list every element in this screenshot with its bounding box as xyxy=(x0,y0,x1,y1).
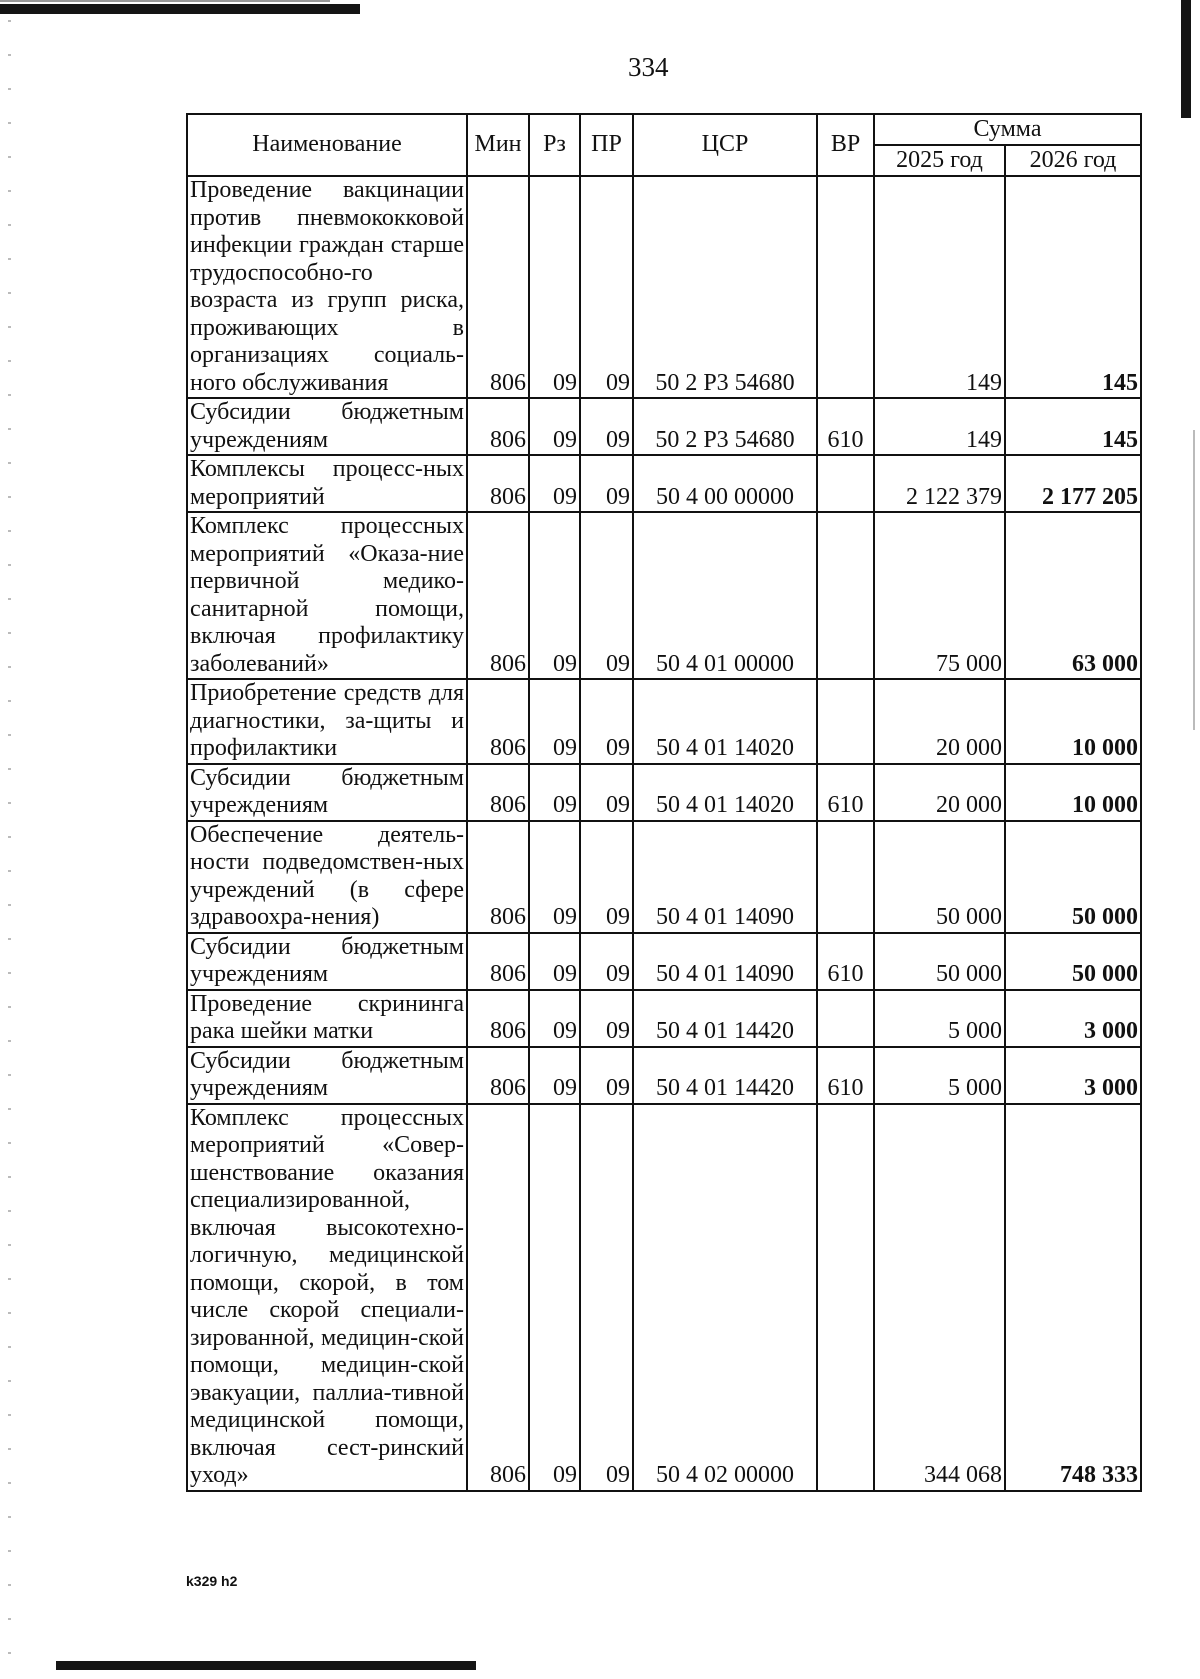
table-row xyxy=(187,512,1141,679)
cell-rz: 09 xyxy=(529,990,580,1047)
cell-vr xyxy=(817,821,874,933)
cell-name: Субсидии бюджетным учреждениям xyxy=(187,764,467,821)
cell-pr: 09 xyxy=(580,512,633,679)
cell-name: Обеспечение деятель-ности подведомствен-ных учреждений (в сфере здравоохра-нения) xyxy=(187,821,467,933)
cell-min: 806 xyxy=(467,512,529,679)
cell-pr: 09 xyxy=(580,1047,633,1104)
scan-edge-line-right xyxy=(1193,430,1195,730)
cell-rz: 09 xyxy=(529,1104,580,1491)
cell-y2025: 50 000 xyxy=(874,821,1005,933)
cell-pr: 09 xyxy=(580,455,633,512)
cell-y2026: 748 333 xyxy=(1005,1104,1141,1491)
cell-pr: 09 xyxy=(580,821,633,933)
cell-vr xyxy=(817,990,874,1047)
table-body xyxy=(187,176,1141,1491)
cell-min: 806 xyxy=(467,455,529,512)
cell-min: 806 xyxy=(467,933,529,990)
cell-min: 806 xyxy=(467,679,529,764)
cell-csr: 50 2 Р3 54680 xyxy=(633,176,817,398)
cell-rz: 09 xyxy=(529,455,580,512)
cell-y2025: 344 068 xyxy=(874,1104,1005,1491)
table-row xyxy=(187,455,1141,512)
cell-name: Проведение скрининга рака шейки матки xyxy=(187,990,467,1047)
cell-csr: 50 4 01 00000 xyxy=(633,512,817,679)
cell-y2026: 50 000 xyxy=(1005,821,1141,933)
col-header-vr: ВР xyxy=(817,114,874,176)
cell-csr: 50 4 01 14090 xyxy=(633,821,817,933)
cell-y2025: 2 122 379 xyxy=(874,455,1005,512)
cell-y2025: 75 000 xyxy=(874,512,1005,679)
col-header-name: Наименование xyxy=(187,114,467,176)
cell-name: Субсидии бюджетным учреждениям xyxy=(187,933,467,990)
cell-y2026: 10 000 xyxy=(1005,764,1141,821)
cell-y2026: 63 000 xyxy=(1005,512,1141,679)
cell-y2026: 145 xyxy=(1005,398,1141,455)
col-header-2026: 2026 год xyxy=(1005,145,1141,176)
cell-min: 806 xyxy=(467,764,529,821)
table-row xyxy=(187,176,1141,398)
cell-min: 806 xyxy=(467,176,529,398)
cell-y2025: 5 000 xyxy=(874,1047,1005,1104)
header-row xyxy=(187,114,1141,145)
cell-csr: 50 4 00 00000 xyxy=(633,455,817,512)
table-row xyxy=(187,1104,1141,1491)
cell-csr: 50 4 01 14020 xyxy=(633,679,817,764)
col-header-csr: ЦСР xyxy=(633,114,817,176)
table-row xyxy=(187,990,1141,1047)
scan-edge-bar-bottom xyxy=(56,1661,476,1670)
table-row xyxy=(187,821,1141,933)
cell-csr: 50 4 01 14420 xyxy=(633,1047,817,1104)
cell-name: Субсидии бюджетным учреждениям xyxy=(187,398,467,455)
cell-vr xyxy=(817,176,874,398)
cell-pr: 09 xyxy=(580,764,633,821)
cell-y2025: 149 xyxy=(874,398,1005,455)
cell-vr: 610 xyxy=(817,764,874,821)
cell-min: 806 xyxy=(467,398,529,455)
cell-name: Приобретение средств для диагностики, за-щиты и профилактики xyxy=(187,679,467,764)
cell-y2025: 149 xyxy=(874,176,1005,398)
footer-code: k329 h2 xyxy=(186,1573,238,1589)
cell-pr: 09 xyxy=(580,1104,633,1491)
table-row xyxy=(187,1047,1141,1104)
cell-rz: 09 xyxy=(529,176,580,398)
scan-edge-bar-top xyxy=(0,4,360,14)
cell-name: Проведение вакцинации против пневмококковой инфекции граждан старше трудоспособно-го возраста из групп риска, проживающих в организациях социаль-ного обслуживания xyxy=(187,176,467,398)
cell-name: Комплекс процессных мероприятий «Совер-шенствование оказания специализированной, включая высокотехно-логичную, медицинской помощи, скорой, в том числе скорой специали-зированной, медицин-ской помощи, медицин-ской эвакуации, паллиа-тивной медицинской помощи, включая сест-ринский уход» xyxy=(187,1104,467,1491)
table-row xyxy=(187,679,1141,764)
cell-csr: 50 4 01 14420 xyxy=(633,990,817,1047)
cell-y2025: 20 000 xyxy=(874,764,1005,821)
cell-pr: 09 xyxy=(580,990,633,1047)
cell-name: Комплекс процессных мероприятий «Оказа-ние первичной медико-санитарной помощи, включая профилактику заболеваний» xyxy=(187,512,467,679)
cell-y2025: 50 000 xyxy=(874,933,1005,990)
cell-vr xyxy=(817,512,874,679)
cell-y2026: 10 000 xyxy=(1005,679,1141,764)
col-header-sum: Сумма xyxy=(874,114,1141,145)
cell-csr: 50 2 Р3 54680 xyxy=(633,398,817,455)
cell-rz: 09 xyxy=(529,679,580,764)
cell-vr: 610 xyxy=(817,933,874,990)
cell-pr: 09 xyxy=(580,398,633,455)
scan-edge-bar-right xyxy=(1181,0,1191,118)
cell-pr: 09 xyxy=(580,176,633,398)
cell-y2025: 20 000 xyxy=(874,679,1005,764)
cell-csr: 50 4 01 14020 xyxy=(633,764,817,821)
col-header-pr: ПР xyxy=(580,114,633,176)
cell-rz: 09 xyxy=(529,764,580,821)
cell-rz: 09 xyxy=(529,1047,580,1104)
cell-y2026: 2 177 205 xyxy=(1005,455,1141,512)
cell-name: Комплексы процесс-ных мероприятий xyxy=(187,455,467,512)
cell-rz: 09 xyxy=(529,821,580,933)
table-row xyxy=(187,764,1141,821)
page-number: 334 xyxy=(628,52,669,82)
cell-y2026: 145 xyxy=(1005,176,1141,398)
cell-vr: 610 xyxy=(817,398,874,455)
cell-rz: 09 xyxy=(529,512,580,679)
budget-table xyxy=(186,113,1142,1492)
cell-min: 806 xyxy=(467,1104,529,1491)
cell-min: 806 xyxy=(467,821,529,933)
cell-csr: 50 4 02 00000 xyxy=(633,1104,817,1491)
cell-vr: 610 xyxy=(817,1047,874,1104)
col-header-2025: 2025 год xyxy=(874,145,1005,176)
cell-pr: 09 xyxy=(580,679,633,764)
col-header-rz: Рз xyxy=(529,114,580,176)
cell-y2026: 3 000 xyxy=(1005,990,1141,1047)
cell-min: 806 xyxy=(467,1047,529,1104)
col-header-min: Мин xyxy=(467,114,529,176)
scan-edge-noise xyxy=(8,20,11,1660)
cell-rz: 09 xyxy=(529,933,580,990)
cell-y2026: 50 000 xyxy=(1005,933,1141,990)
scan-edge-line xyxy=(0,0,330,2)
cell-vr xyxy=(817,1104,874,1491)
table-row xyxy=(187,933,1141,990)
cell-pr: 09 xyxy=(580,933,633,990)
cell-csr: 50 4 01 14090 xyxy=(633,933,817,990)
cell-rz: 09 xyxy=(529,398,580,455)
cell-min: 806 xyxy=(467,990,529,1047)
cell-y2025: 5 000 xyxy=(874,990,1005,1047)
cell-vr xyxy=(817,679,874,764)
cell-name: Субсидии бюджетным учреждениям xyxy=(187,1047,467,1104)
cell-vr xyxy=(817,455,874,512)
table-row xyxy=(187,398,1141,455)
cell-y2026: 3 000 xyxy=(1005,1047,1141,1104)
